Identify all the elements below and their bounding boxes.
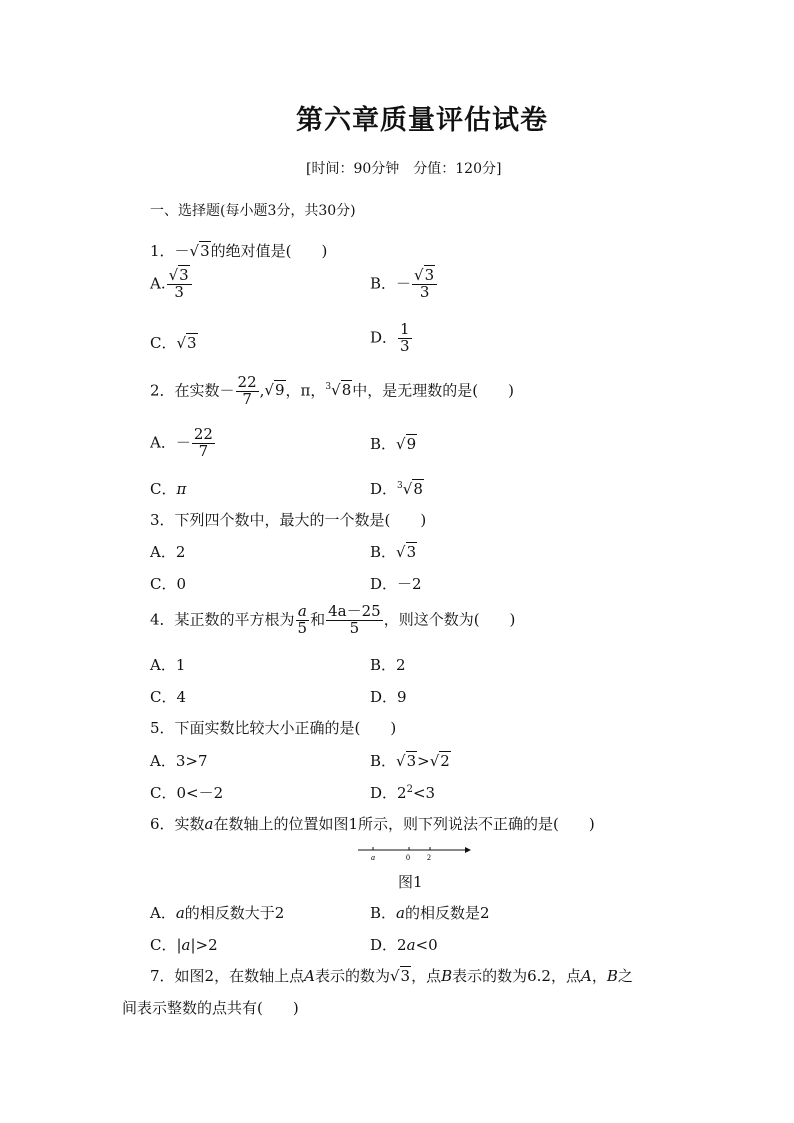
question-2-option-d: D．$^3$√8 <box>370 480 423 498</box>
question-7-line-2: 间表示整数的点共有( ) <box>122 999 299 1017</box>
question-6-stem: 6．实数a在数轴上的位置如图1所示，则下列说法不正确的是( ) <box>150 815 595 833</box>
question-5-stem: 5．下面实数比较大小正确的是( ) <box>150 719 397 737</box>
number-line-arrow-icon <box>465 847 471 853</box>
question-1-option-a: A. $\frac{√3}{3}$ <box>150 268 193 301</box>
question-1-option-b: B．－ $\frac{√3}{3}$ <box>370 268 438 301</box>
question-3-option-b: B．√3 <box>370 543 417 561</box>
question-6-option-a: A．a的相反数大于2 <box>150 904 285 922</box>
question-1-option-c: C．√3 <box>150 334 197 352</box>
question-5-option-d: D．$2^2<3$ <box>370 784 436 802</box>
tick-label-2: 2 <box>427 853 431 862</box>
question-3-option-d: D．－2 <box>370 575 422 593</box>
question-4-option-b: B．2 <box>370 656 406 674</box>
question-7-line-1: 7．如图2，在数轴上点A表示的数为√3，点B表示的数为6.2，点A，B之 <box>150 967 633 985</box>
question-2-option-a: A．－ $\frac{22}{7}$ <box>150 425 213 460</box>
question-6-option-c: C．|a|>2 <box>150 936 218 954</box>
tick-label-0: 0 <box>406 853 410 862</box>
tick-label-a: a <box>371 853 375 862</box>
question-3-option-c: C．0 <box>150 575 187 593</box>
exam-meta: [时间：90分钟 分值：120分] <box>306 161 502 177</box>
question-5-option-c: C．0<－2 <box>150 784 224 802</box>
question-5-option-a: A．3>7 <box>150 752 208 770</box>
question-5-option-b: B．√3>√2 <box>370 752 450 770</box>
question-4-stem: 4．某正数的平方根为 $\frac{a}{5}$ 和 $\frac{4a-25}{5}$ ，则这个数为( ) <box>150 602 516 637</box>
question-2-stem: 2．在实数－ $\frac{22}{7}$ ,√9，π，$^3$√8中，是无理数的是( ) <box>150 373 514 408</box>
section-heading: 一、选择题(每小题3分，共30分) <box>150 203 356 219</box>
question-2-option-b: B．√9 <box>370 435 417 453</box>
question-6-option-b: B．a的相反数是2 <box>370 904 490 922</box>
question-2-option-c: C．π <box>150 480 187 498</box>
question-4-option-d: D．9 <box>370 688 407 706</box>
number-line-figure-1 <box>355 842 475 864</box>
question-3-option-a: A．2 <box>150 543 186 561</box>
question-4-option-c: C．4 <box>150 688 187 706</box>
question-6-option-d: D．2a<0 <box>370 936 438 954</box>
figure-1-caption: 图1 <box>398 873 423 891</box>
question-1-option-d: D． $\frac{1}{3}$ <box>370 320 410 355</box>
question-3-stem: 3．下列四个数中，最大的一个数是( ) <box>150 511 427 529</box>
page-title: 第六章质量评估试卷 <box>296 105 548 136</box>
question-1-stem: 1．－√3的绝对值是( ) <box>150 242 328 260</box>
question-4-option-a: A．1 <box>150 656 186 674</box>
